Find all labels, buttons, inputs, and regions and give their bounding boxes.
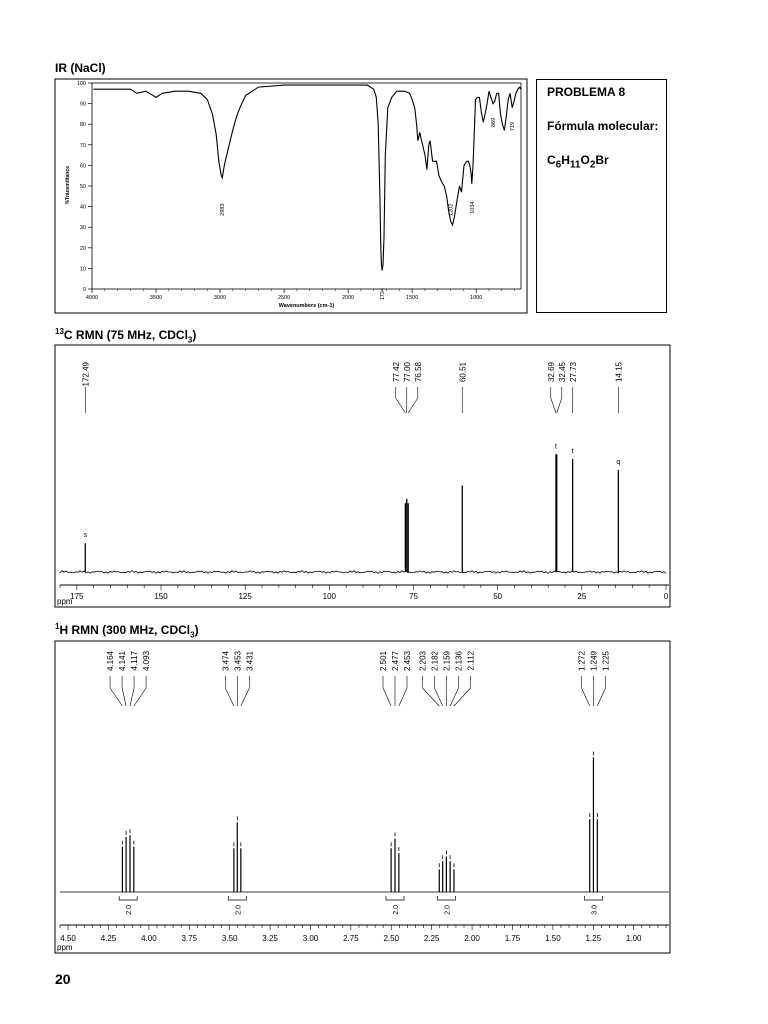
ir-y-tick-label: 40 (79, 204, 86, 211)
c13-x-tick-label: 150 (154, 592, 168, 601)
h1-x-axis-label: ppm (57, 943, 73, 952)
ir-peak-label: 1734 (380, 288, 387, 301)
c13-peak-label: 32.69 (546, 362, 556, 383)
h1-peak-label: 4.117 (130, 651, 140, 671)
h1-integral-value: 2.0 (444, 905, 452, 915)
h1-peak-label: 4.141 (118, 651, 128, 672)
c13-x-tick-label: 50 (493, 592, 503, 601)
h1-label-leader (434, 688, 442, 706)
h1-x-tick-label: 2.25 (423, 934, 440, 943)
h1-peak-label: 2.501 (378, 651, 388, 672)
c13-multiplicity-label: q (616, 458, 621, 466)
h1-peak-label: 4.093 (142, 651, 152, 672)
h1-label-leader (122, 688, 126, 706)
h1-label-leader (130, 688, 134, 706)
ir-trace (93, 85, 521, 270)
c13-multiplicity-label: t (571, 447, 574, 455)
h1-label-leader (450, 688, 458, 706)
h1-peak-label: 3.431 (245, 651, 255, 672)
h1-peak-label: 2.136 (454, 651, 464, 672)
c13-peak-label: 76.58 (413, 362, 423, 383)
molecular-formula: $C_6H_{11}O_2Br$ (547, 153, 609, 171)
c13-peak-label: 32.45 (557, 362, 567, 383)
c13-baseline (60, 571, 666, 574)
problem-title: PROBLEMA 8 (547, 85, 626, 99)
ir-x-tick-label: 2000 (341, 295, 355, 301)
ir-title: IR (NaCl) (55, 61, 106, 75)
c13-peak-label: 14.15 (614, 362, 624, 383)
h1-integral-value: 2.0 (126, 905, 134, 915)
h1-integral-bracket (228, 896, 246, 900)
ir-x-tick-label: 1000 (470, 295, 483, 301)
ir-peak-label: 1034 (469, 201, 476, 214)
ir-x-tick-label: 3000 (213, 295, 227, 301)
h1-peak-label: 1.225 (601, 651, 611, 672)
c13-title-sup: 13 (55, 327, 64, 336)
h1-label-leader (422, 688, 439, 706)
h1-label-leader (399, 688, 407, 706)
c13-x-tick-label: 25 (577, 592, 587, 601)
c13-multiplicity-label: t (554, 443, 557, 451)
ir-peak-label: 869 (490, 117, 497, 127)
ir-y-tick-label: 20 (79, 245, 86, 252)
h1-label-leader (454, 688, 471, 706)
h1-integral-bracket (386, 896, 404, 900)
ir-peak-label: 1202 (448, 203, 455, 216)
h1-x-tick-label: 3.25 (262, 934, 278, 943)
h1-x-tick-label: 1.00 (625, 934, 642, 943)
ir-x-tick-label: 1500 (406, 295, 419, 301)
ir-y-tick-label: 30 (79, 225, 86, 232)
h1-x-tick-label: 2.50 (383, 934, 400, 943)
ir-y-tick-label: 80 (79, 122, 86, 129)
h1-label-leader (597, 688, 605, 706)
h1-integral-bracket (584, 896, 602, 900)
h1-label-leader (383, 688, 391, 706)
h1-integral-value: 2.0 (235, 905, 243, 915)
h1-label-leader (581, 688, 589, 706)
h1-label-leader (134, 688, 146, 706)
h1-x-tick-label: 4.00 (141, 934, 157, 943)
h1-x-tick-label: 1.25 (585, 934, 602, 943)
h1-x-tick-label: 2.75 (343, 934, 359, 943)
ir-y-tick-label: 60 (79, 163, 86, 170)
h1-x-tick-label: 3.00 (302, 934, 319, 943)
c13-peak-label: 27.73 (568, 362, 578, 383)
ir-peak-label: 719 (510, 121, 517, 132)
c13-label-leader (551, 398, 556, 413)
h1-peak-label: 2.112 (466, 651, 476, 671)
h1-label-leader (241, 688, 249, 706)
h1-x-tick-label: 1.50 (545, 934, 561, 943)
h1-x-tick-label: 1.75 (504, 934, 521, 943)
ir-y-tick-label: 10 (79, 266, 86, 273)
h1-x-tick-label: 3.75 (181, 934, 198, 943)
c13-x-tick-label: 175 (70, 592, 84, 601)
h1-peak-label: 2.182 (430, 651, 440, 672)
c13-title: $^{13}$C RMN (75 MHz, CDCl$_3$) (55, 327, 197, 345)
ir-x-tick-label: 4000 (85, 295, 99, 301)
c13-x-tick-label: 0 (663, 592, 669, 601)
h1-frame (55, 641, 670, 953)
ir-x-tick-label: 3500 (149, 295, 163, 301)
ir-x-tick-label: 2500 (277, 295, 291, 301)
c13-label-leader (396, 398, 406, 413)
h1-peak-label: 2.477 (390, 651, 400, 672)
c13-x-axis-label: ppm (57, 597, 73, 606)
c13-label-leader (408, 398, 418, 413)
c13-peak-label: 77.42 (391, 362, 401, 383)
h1-peak-label: 3.453 (233, 651, 243, 672)
ir-frame (55, 79, 527, 313)
h1-x-tick-label: 4.25 (100, 934, 117, 943)
ir-y-tick-label: 0 (82, 287, 86, 293)
c13-x-tick-label: 100 (322, 592, 337, 601)
h1-integral-bracket (119, 896, 137, 900)
formula-label: Fórmula molecular: (547, 119, 659, 133)
h1-integral-bracket (438, 896, 456, 900)
h1-integral-value: 3.0 (591, 905, 599, 915)
ir-peak-label: 2983 (220, 203, 227, 216)
c13-label-leader (557, 398, 562, 413)
h1-label-leader (110, 688, 122, 706)
c13-peak-label: 77.00 (402, 362, 412, 383)
h1-peak-label: 4.164 (106, 651, 116, 672)
h1-peak-label: 1.272 (577, 651, 587, 672)
h1-x-tick-label: 3.50 (221, 934, 238, 943)
ir-x-axis-label: Wavenumbers (cm-1) (278, 303, 335, 309)
c13-peak-label: 172.49 (81, 362, 91, 387)
h1-x-tick-label: 2.00 (464, 934, 480, 943)
ir-y-axis-label: %Transmittance (65, 166, 71, 205)
c13-frame (55, 345, 670, 607)
h1-title: $^1$H RMN (300 MHz, CDCl$_3$) (55, 622, 199, 640)
h1-peak-label: 2.453 (402, 651, 412, 672)
h1-peak-label: 2.203 (418, 651, 428, 672)
c13-x-tick-label: 75 (409, 592, 418, 601)
c13-x-tick-label: 125 (238, 592, 252, 601)
ir-plot-area (92, 83, 521, 289)
c13-multiplicity-label: s (83, 532, 88, 540)
ir-y-tick-label: 70 (79, 142, 86, 149)
h1-label-leader (225, 688, 234, 706)
h1-title-sup: 1 (55, 622, 60, 631)
h1-x-tick-label: 4.50 (60, 934, 76, 943)
ir-y-tick-label: 50 (79, 184, 86, 190)
ir-y-tick-label: 100 (76, 81, 86, 87)
ir-y-tick-label: 90 (79, 101, 86, 108)
h1-peak-label: 1.249 (589, 651, 599, 672)
h1-integral-value: 2.0 (392, 905, 400, 915)
c13-peak-label: 60.51 (458, 362, 468, 383)
h1-peak-label: 2.159 (442, 651, 452, 672)
h1-peak-label: 3.474 (221, 651, 231, 672)
page-number: 20 (55, 971, 71, 987)
